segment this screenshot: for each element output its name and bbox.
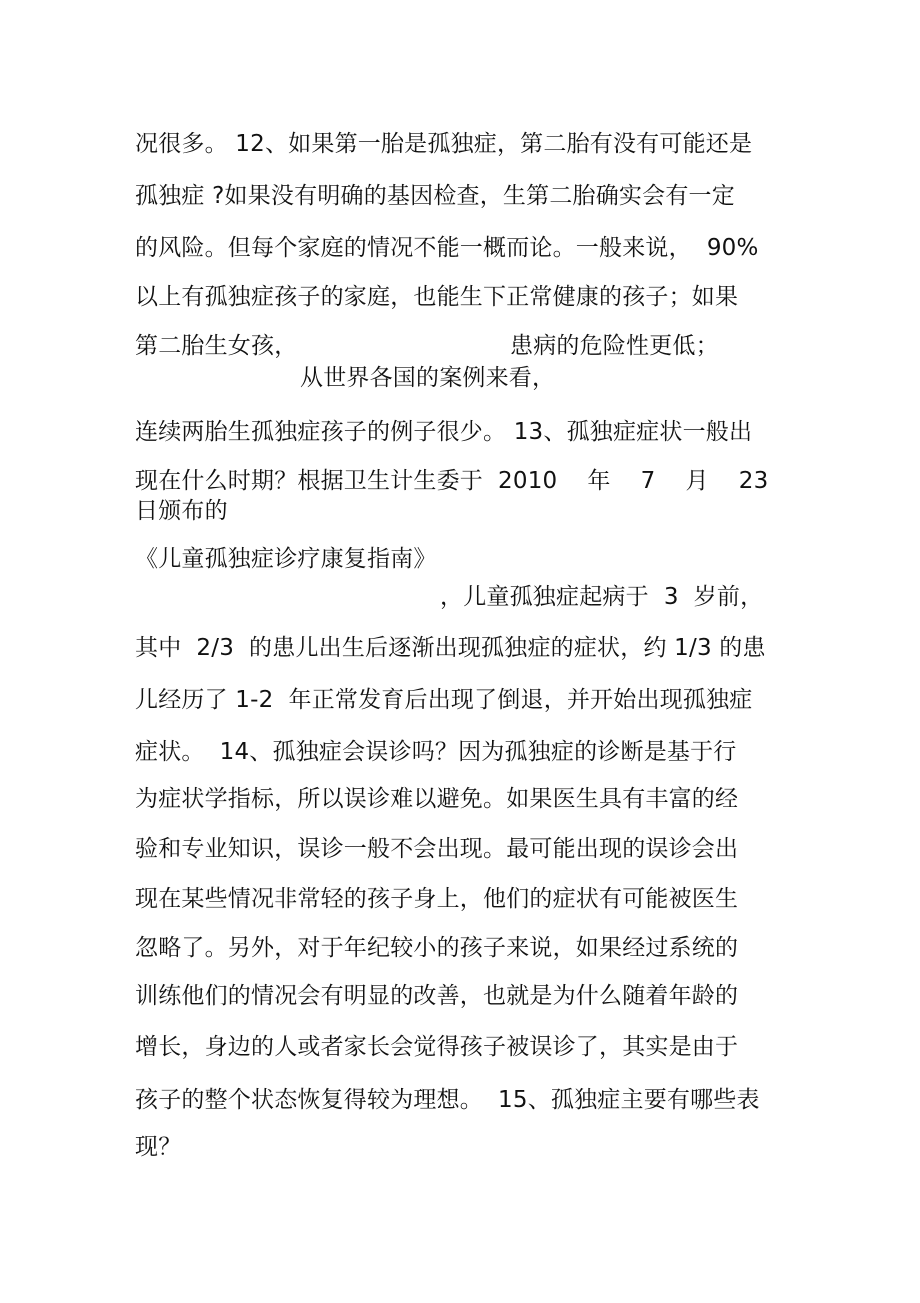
text-line: 训练他们的情况会有明显的改善，也就是为什么随着年龄的	[135, 983, 739, 1009]
text-line: 况很多。 12、如果第一胎是孤独症，第二胎有没有可能还是	[135, 131, 753, 157]
text-line: 以上有孤独症孩子的家庭，也能生下正常健康的孩子；如果	[135, 284, 739, 310]
text-line: 现在什么时期？根据卫生计生委于 2010 年 7 月 23	[135, 468, 769, 494]
text-line: 患病的危险性更低；	[510, 333, 719, 359]
text-line: 增长，身边的人或者家长会觉得孩子被误诊了，其实是由于	[135, 1034, 739, 1060]
text-line: 其中 2/3 的患儿出生后逐渐出现孤独症的症状，约 1/3 的患	[135, 635, 766, 661]
text-line: 症状。 14、孤独症会误诊吗？因为孤独症的诊断是基于行	[135, 739, 737, 765]
text-line: 《儿童孤独症诊疗康复指南》	[135, 546, 437, 572]
text-line: 从世界各国的案例来看，	[300, 365, 556, 391]
text-line: 的风险。但每个家庭的情况不能一概而论。一般来说， 90%	[135, 235, 759, 261]
text-line: 现在某些情况非常轻的孩子身上，他们的症状有可能被医生	[135, 886, 739, 912]
text-line: 第二胎生女孩，	[135, 333, 298, 359]
text-line: 现？	[135, 1134, 182, 1160]
text-line: 孤独症 ?如果没有明确的基因检查，生第二胎确实会有一定	[135, 183, 735, 209]
text-line: 为症状学指标，所以误诊难以避免。如果医生具有丰富的经	[135, 786, 739, 812]
text-line: 连续两胎生孤独症孩子的例子很少。 13、孤独症症状一般出	[135, 419, 753, 445]
text-line: 孩子的整个状态恢复得较为理想。 15、孤独症主要有哪些表	[135, 1087, 760, 1113]
text-line: 验和专业知识，误诊一般不会出现。最可能出现的误诊会出	[135, 836, 739, 862]
text-line: ，儿童孤独症起病于 3 岁前，	[440, 584, 764, 610]
text-line: 日颁布的	[135, 498, 228, 524]
text-line: 儿经历了 1-2 年正常发育后出现了倒退，并开始出现孤独症	[135, 687, 753, 713]
text-line: 忽略了。另外，对于年纪较小的孩子来说，如果经过系统的	[135, 935, 739, 961]
